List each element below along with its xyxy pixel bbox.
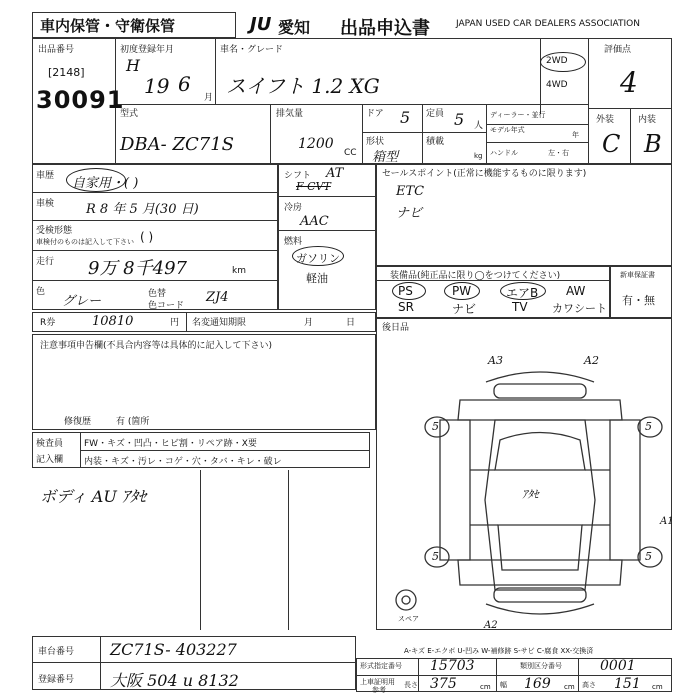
- handle-label: ハンドル: [490, 149, 518, 157]
- color-code-value: ZJ4: [206, 290, 229, 305]
- warranty-options: 有・無: [622, 294, 655, 307]
- color-value: グレー: [62, 294, 102, 309]
- document-title: 出品申込書: [340, 18, 430, 39]
- capacity-unit: 人: [474, 121, 484, 131]
- history-value: 自家用・( ): [72, 176, 139, 191]
- registration-label: 初度登録年月: [120, 45, 175, 55]
- width-value: 169: [524, 676, 551, 692]
- registration-year: 19: [144, 74, 170, 98]
- inspection-value: R 8 年 5 月(30 日): [86, 202, 199, 217]
- plate-label: 登録番号: [38, 675, 75, 685]
- cert-label: 上車証明用: [360, 678, 395, 686]
- dealer-label: ディーラー・並行: [490, 111, 546, 119]
- doors-value: 5: [400, 108, 411, 127]
- drive-2wd: 2WD: [546, 56, 568, 66]
- displacement-unit: CC: [344, 148, 357, 158]
- mark-5-rr: 5: [645, 550, 652, 563]
- repair-value: 有 (箇所: [116, 417, 150, 427]
- inspector-label-1: 検査員: [36, 439, 64, 449]
- lot-number: 30091: [36, 86, 125, 114]
- inspector-row-2: 内装・キズ・汚レ・コゲ・穴・タバ・キレ・破レ: [84, 457, 282, 467]
- shape-value: 箱型: [372, 150, 399, 165]
- lot-sub-number: [2148]: [48, 66, 85, 79]
- mark-5-fl: 5: [432, 420, 439, 433]
- interior-label: 内装: [638, 115, 657, 125]
- equip-leather: カワシート: [552, 302, 607, 315]
- registration-month: 6: [178, 72, 191, 96]
- handle-options: 左・右: [548, 149, 569, 157]
- type-no-label: 形式指定番号: [360, 662, 402, 670]
- mark-roof: ｱﾀｾ: [522, 488, 539, 501]
- drive-4wd: 4WD: [546, 80, 568, 90]
- remarks-text: ボディ AU ｱﾀｾ: [40, 487, 146, 506]
- notes-label: 注意事項申告欄(不具合内容等は具体的に記入して下さい): [40, 341, 273, 351]
- recycle-unit: 円: [170, 318, 180, 328]
- ac-value: AAC: [300, 214, 329, 229]
- load-unit: kg: [474, 152, 483, 160]
- length-value: 375: [430, 676, 457, 692]
- equip-aw: AW: [566, 284, 586, 298]
- color-change-label: 色替: [148, 289, 167, 299]
- exterior-label: 外装: [596, 115, 615, 125]
- equip-tv: TV: [512, 300, 528, 314]
- load-label: 積載: [426, 137, 445, 147]
- cat-no-value: 0001: [600, 658, 636, 674]
- equip-ps: PS: [398, 284, 413, 298]
- mileage-label: 走行: [36, 257, 55, 267]
- capacity-label: 定員: [426, 109, 445, 119]
- repair-label: 修復歴: [64, 417, 92, 427]
- warranty-label: 新車保証書: [620, 271, 655, 279]
- equipment-label: 装備品(純正品に限り◯をつけてください): [390, 271, 561, 281]
- recycle-value: 10810: [92, 314, 134, 329]
- storage-badge-text: 車内保管・守衛保管: [40, 17, 176, 35]
- rating-label: 評価点: [604, 45, 632, 55]
- shift-sub: F CVT: [296, 180, 331, 193]
- sales-points-label: セールスポイント(正常に機能するものに限ります): [382, 169, 587, 179]
- association-name: JAPAN USED CAR DEALERS ASSOCIATION: [456, 19, 640, 29]
- cat-no-label: 類別区分番号: [520, 662, 562, 670]
- shape-label: 形状: [366, 137, 385, 147]
- mark-a3-top: A3: [488, 354, 503, 367]
- mark-a2-top: A2: [584, 354, 599, 367]
- shift-value: AT: [326, 166, 344, 181]
- sales-point-2: ナビ: [396, 206, 423, 221]
- exterior-grade: C: [602, 130, 621, 158]
- type-label: 型式: [120, 109, 139, 119]
- inspector-label-2: 記入欄: [36, 455, 64, 465]
- inspector-row-1: FW・キズ・凹凸・ヒビ割・リペア跡・X要: [84, 439, 257, 449]
- registration-era: H: [126, 56, 140, 75]
- height-label: 高さ: [582, 681, 596, 689]
- month-unit: 月: [204, 93, 214, 103]
- height-value: 151: [614, 676, 641, 692]
- ju-logo: JU: [250, 14, 272, 35]
- mileage-value: 9万 8千497: [88, 258, 187, 279]
- mark-5-rl: 5: [432, 550, 439, 563]
- form-note: 車検付のものは記入して下さい: [36, 238, 134, 246]
- displacement-value: 1200: [298, 136, 334, 152]
- mark-5-fr: 5: [645, 420, 652, 433]
- inspection-label: 車検: [36, 199, 55, 209]
- history-label: 車歴: [36, 171, 55, 181]
- shift-label: シフト: [284, 171, 312, 181]
- length-unit: cm: [480, 683, 491, 691]
- notice-month: 月: [304, 318, 314, 328]
- equip-pw: PW: [452, 284, 472, 298]
- mileage-unit: km: [232, 266, 246, 276]
- fuel-gasoline: ガソリン: [296, 252, 340, 265]
- model-name-value: スイフト 1.2 XG: [226, 74, 380, 98]
- chassis-label: 車台番号: [38, 647, 75, 657]
- spare-label: スペア: [398, 615, 419, 623]
- chassis-value: ZC71S- 403227: [110, 640, 237, 659]
- recycle-label: R券: [40, 318, 56, 328]
- displacement-label: 排気量: [276, 109, 304, 119]
- model-name-label: 車名・グレード: [220, 45, 284, 55]
- fuel-label: 燃料: [284, 237, 303, 247]
- sales-point-1: ETC: [396, 184, 425, 199]
- width-unit: cm: [564, 683, 575, 691]
- plate-value: 大阪 504 u 8132: [110, 671, 239, 690]
- color-code-label: 色コード: [148, 301, 185, 311]
- later-label: 後日品: [382, 323, 410, 333]
- ac-label: 冷房: [284, 203, 303, 213]
- length-label: 長さ: [404, 681, 418, 689]
- damage-legend: A-キズ E-エクボ U-凹み W-補修跡 S-サビ C-腐食 XX-交換済: [404, 647, 594, 655]
- fuel-diesel: 軽油: [306, 272, 328, 285]
- lot-label: 出品番号: [38, 45, 75, 55]
- form-label: 受検形態: [36, 226, 73, 236]
- doors-label: ドア: [366, 109, 384, 119]
- model-year-label: モデル年式: [490, 126, 525, 134]
- model-year-unit: 年: [572, 131, 579, 139]
- type-value: DBA- ZC71S: [120, 134, 234, 155]
- interior-grade: B: [644, 130, 662, 158]
- equip-navi: ナビ: [452, 302, 477, 316]
- height-unit: cm: [652, 683, 663, 691]
- mark-a2-bottom: A2: [484, 620, 498, 631]
- form-value: ( ): [140, 230, 154, 244]
- org-name: 愛知: [278, 18, 311, 37]
- notice-day: 日: [346, 318, 356, 328]
- ref-label: 参考: [372, 686, 386, 694]
- color-label: 色: [36, 287, 46, 297]
- type-no-value: 15703: [430, 658, 475, 674]
- mark-a1-side: A1: [660, 516, 674, 527]
- notice-due-label: 名変通知期限: [192, 318, 247, 328]
- equip-sr: SR: [398, 300, 414, 314]
- rating-value: 4: [620, 66, 638, 99]
- width-label: 幅: [500, 681, 507, 689]
- equip-airbag: エアB: [506, 286, 539, 300]
- capacity-value: 5: [454, 110, 465, 129]
